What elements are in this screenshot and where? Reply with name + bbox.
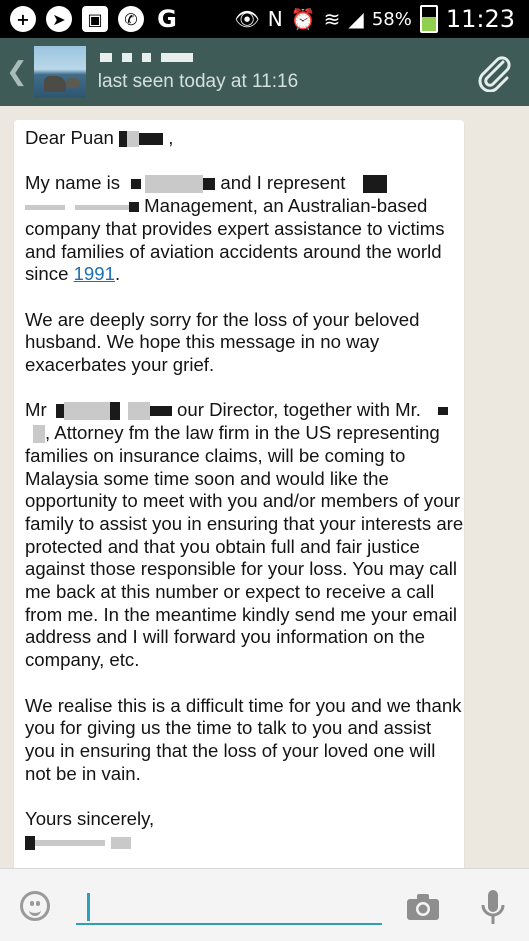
eye-icon: 👁 [234, 7, 260, 31]
nfc-icon: N [267, 7, 283, 31]
google-icon: G [157, 5, 177, 33]
director-paragraph: Mr our Director, together with Mr. , Attorney fm the law firm in the US representing families on insurance claims, will be coming to Malaysia some time soon and would like the opportunity to meet with you and/or members of your family to assist you in ensuring that your interests are protected and that you obtain full and fair justice against those responsible for your loss. You may call me back at this number or expect to receive a call from me. In the meantime kindly send me your email address and I will forward you information on the company, etc. [25, 399, 464, 671]
chat-area[interactable] [0, 106, 529, 868]
battery-percent: 58% [371, 8, 412, 30]
attach-paperclip-icon[interactable] [473, 52, 513, 92]
last-seen-status: last seen today at 11:16 [97, 71, 299, 92]
compose-bar [0, 868, 529, 941]
clock: 11:23 [445, 5, 515, 33]
year-link[interactable]: 1991 [73, 263, 115, 285]
message-input[interactable] [76, 889, 382, 925]
text-cursor [87, 893, 90, 921]
sign-off: Yours sincerely, [25, 808, 464, 853]
contact-name-redacted [98, 51, 298, 63]
battery-level-fill [422, 17, 436, 31]
battery-icon [420, 5, 438, 33]
emoji-icon[interactable] [20, 891, 50, 921]
avatar-rock-shape [44, 76, 66, 92]
greeting-line: Dear Puan , [25, 127, 174, 148]
condolence-paragraph: We are deeply sorry for the loss of your beloved husband. We hope this message in no way exacerbates your grief. [25, 308, 420, 375]
back-chevron-icon[interactable]: ❮ [6, 57, 28, 87]
intro-paragraph: My name is and I represent Management, an Australian-based company that provides expert assistance to victims and families of aviation accidents around the world since 1991. [25, 172, 445, 285]
signal-icon: ◢ [348, 7, 364, 31]
avatar-rock-shape [66, 78, 80, 88]
add-box-icon: + [10, 6, 36, 32]
contact-title-block[interactable] [98, 51, 298, 93]
status-bar [0, 0, 529, 38]
chat-header [0, 38, 529, 106]
whatsapp-icon: ✆ [118, 6, 144, 32]
wifi-icon: ≋ [323, 7, 341, 31]
image-notification-icon: ▣ [82, 6, 108, 32]
navigation-icon: ➤ [46, 6, 72, 32]
closing-paragraph: We realise this is a difficult time for you and we thank you for giving us the time to talk to you and assist you in ensuring that the loss of your loved one will not be in vain. [25, 694, 462, 784]
alarm-icon: ⏰ [290, 7, 316, 31]
camera-icon[interactable] [406, 893, 440, 921]
microphone-icon[interactable] [480, 889, 506, 927]
contact-avatar[interactable] [34, 46, 86, 98]
message-bubble[interactable] [14, 120, 464, 868]
